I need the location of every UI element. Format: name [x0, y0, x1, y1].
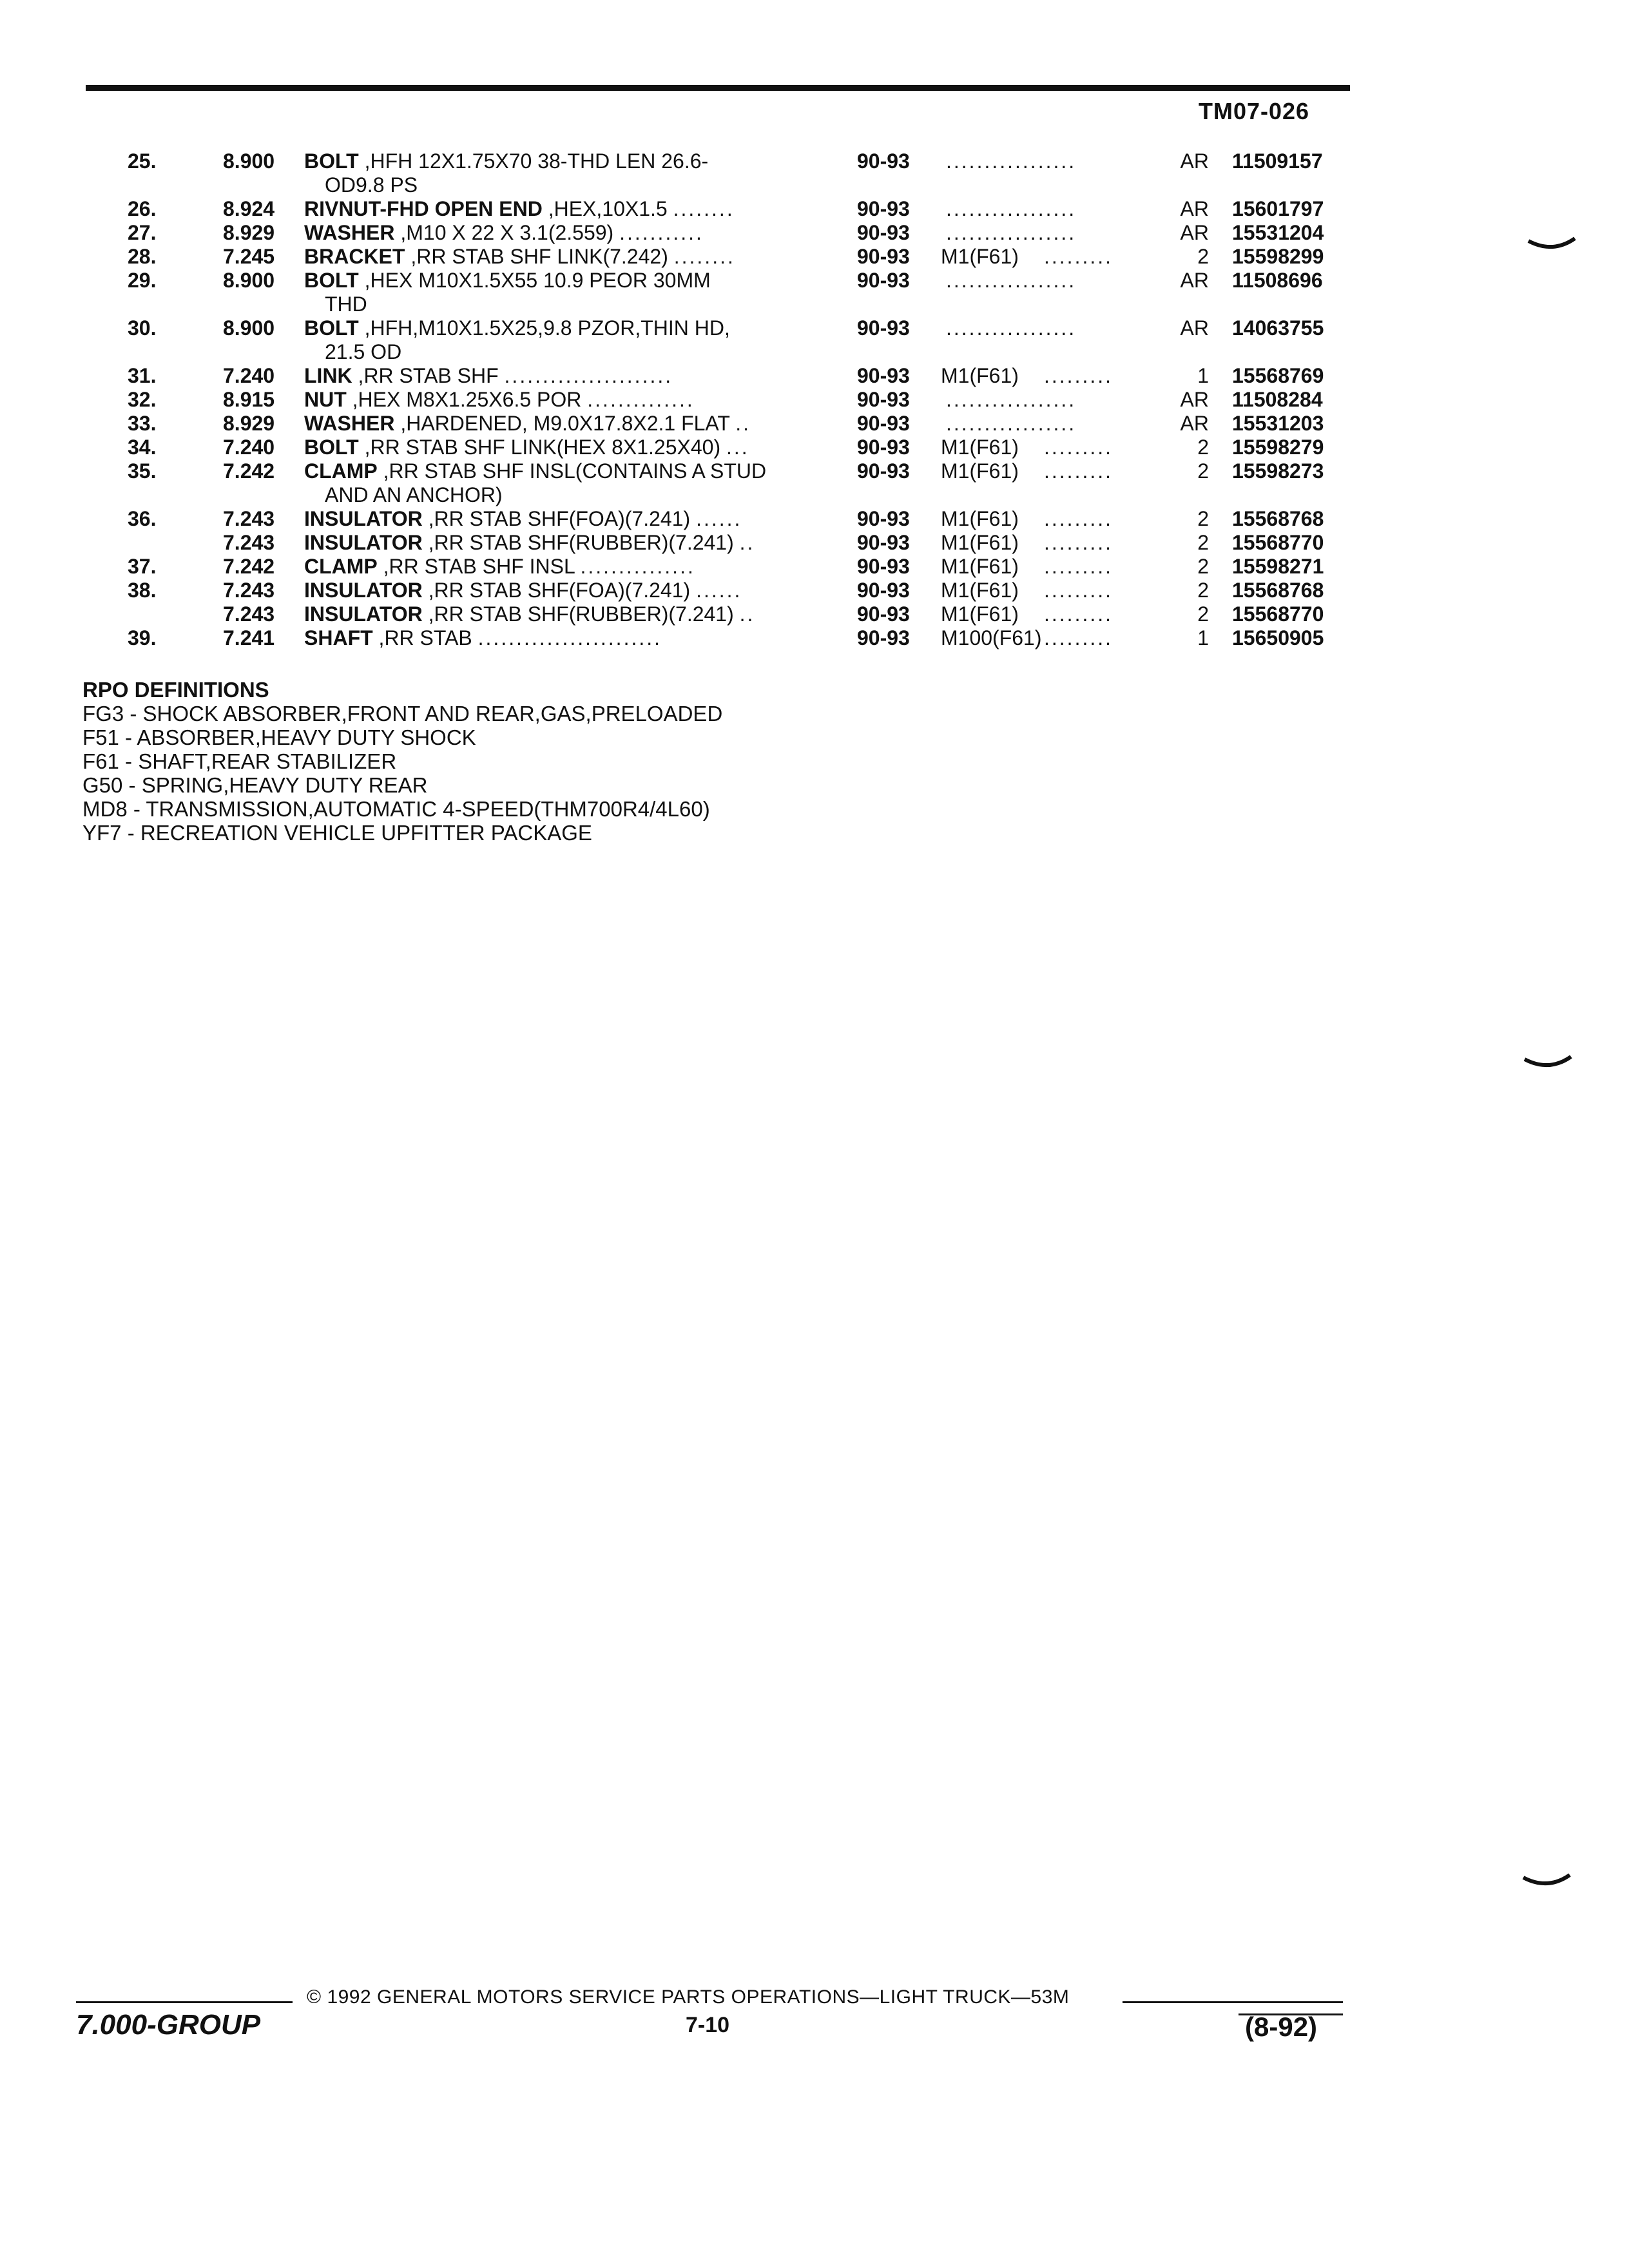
item-number: 26. [128, 197, 157, 220]
part-number: 15598273 [1232, 459, 1324, 483]
rpo-definition-item: FG3 - SHOCK ABSORBER,FRONT AND REAR,GAS,PRELOADED [82, 702, 723, 726]
part-description [304, 197, 839, 221]
group-number: 8.900 [223, 316, 275, 340]
part-description [304, 412, 839, 436]
rpo-definition-item: MD8 - TRANSMISSION,AUTOMATIC 4-SPEED(THM700R4/4L60) [82, 797, 710, 821]
part-name: BOLT [304, 149, 359, 173]
part-name: BOLT [304, 436, 359, 459]
model-years: 90-93 [857, 245, 910, 268]
part-name: CLAMP [304, 555, 378, 578]
dot-leader: ................. [946, 269, 1077, 292]
model-years: 90-93 [857, 269, 910, 292]
part-detail: ,RR STAB SHF [352, 364, 499, 387]
model-years: 90-93 [857, 197, 910, 220]
model-years: 90-93 [857, 364, 910, 387]
part-name: NUT [304, 388, 347, 411]
part-detail: ,RR STAB SHF LINK(HEX 8X1.25X40) [358, 436, 721, 459]
part-detail: ,RR STAB SHF(RUBBER)(7.241) [422, 531, 734, 554]
dot-leader: ................. [946, 388, 1077, 411]
model-years: 90-93 [857, 626, 910, 649]
part-row [0, 626, 1629, 650]
part-number: 15598299 [1232, 245, 1324, 268]
part-row [0, 316, 1629, 364]
part-detail-continued: AND AN ANCHOR) [325, 483, 503, 506]
part-description [304, 245, 839, 269]
part-number: 15568768 [1232, 579, 1324, 602]
part-name: INSULATOR [304, 579, 423, 602]
part-name: INSULATOR [304, 507, 423, 530]
group-number: 8.900 [223, 269, 275, 292]
dot-leader: ........... [619, 221, 704, 244]
rpo-definitions [82, 678, 722, 845]
rpo-code: M100(F61) [941, 626, 1042, 649]
part-name: BRACKET [304, 245, 405, 268]
part-description [304, 459, 839, 507]
footer-rule-right [1123, 2001, 1343, 2003]
item-number: 32. [128, 388, 157, 411]
item-number: 39. [128, 626, 157, 649]
part-number: 15568768 [1232, 507, 1324, 530]
part-row [0, 269, 1629, 316]
rpo-code: M1(F61) [941, 531, 1019, 554]
part-row [0, 531, 1629, 555]
part-number: 15568770 [1232, 602, 1324, 626]
footer-group: 7.000-GROUP [76, 2009, 261, 2041]
part-name: BOLT [304, 269, 359, 292]
part-detail: ,HFH,M10X1.5X25,9.8 PZOR,THIN HD, [358, 316, 730, 340]
part-description [304, 436, 839, 459]
dot-leader: ................. [946, 316, 1077, 340]
part-number: 15598279 [1232, 436, 1324, 459]
part-description [304, 579, 839, 602]
quantity: AR [1180, 269, 1209, 292]
quantity: 2 [1197, 555, 1209, 578]
part-description [304, 531, 839, 555]
model-years: 90-93 [857, 221, 910, 244]
binding-hole-mark [1527, 235, 1579, 260]
footer-rule-left [76, 2001, 293, 2003]
rpo-dot-leader: ......... [1044, 602, 1113, 626]
part-number: 15568769 [1232, 364, 1324, 387]
dot-leader: ........ [673, 197, 735, 220]
group-number: 7.243 [223, 579, 275, 602]
part-number: 11508284 [1232, 388, 1323, 411]
part-row [0, 149, 1629, 197]
part-name: INSULATOR [304, 531, 423, 554]
group-number: 7.242 [223, 555, 275, 578]
item-number: 38. [128, 579, 157, 602]
quantity: 2 [1197, 579, 1209, 602]
part-description [304, 507, 839, 531]
quantity: AR [1180, 197, 1209, 220]
group-number: 8.900 [223, 149, 275, 173]
model-years: 90-93 [857, 436, 910, 459]
rpo-code: M1(F61) [941, 602, 1019, 626]
item-number: 28. [128, 245, 157, 268]
rpo-dot-leader: ......... [1044, 245, 1113, 268]
item-number: 34. [128, 436, 157, 459]
part-row [0, 364, 1629, 388]
rpo-dot-leader: ......... [1044, 579, 1113, 602]
quantity: 1 [1197, 364, 1209, 387]
footer-page-number: 7-10 [686, 2013, 730, 2037]
part-detail: ,RR STAB SHF INSL [377, 555, 575, 578]
dot-leader: ...................... [504, 364, 673, 387]
part-number: 15598271 [1232, 555, 1324, 578]
part-row [0, 555, 1629, 579]
part-number: 11508696 [1232, 269, 1323, 292]
group-number: 7.243 [223, 531, 275, 554]
rpo-dot-leader: ......... [1044, 507, 1113, 530]
group-number: 8.929 [223, 412, 275, 435]
footer-date: (8-92) [1245, 2012, 1318, 2042]
rpo-code: M1(F61) [941, 555, 1019, 578]
parts-list [0, 149, 1629, 650]
quantity: 1 [1197, 626, 1209, 649]
part-row [0, 388, 1629, 412]
group-number: 8.915 [223, 388, 275, 411]
model-years: 90-93 [857, 579, 910, 602]
item-number: 35. [128, 459, 157, 483]
item-number: 31. [128, 364, 157, 387]
part-name: RIVNUT-FHD OPEN END [304, 197, 543, 220]
group-number: 7.240 [223, 436, 275, 459]
item-number: 37. [128, 555, 157, 578]
part-detail: ,M10 X 22 X 3.1(2.559) [394, 221, 614, 244]
part-detail: ,HEX M8X1.25X6.5 POR [346, 388, 582, 411]
item-number: 30. [128, 316, 157, 340]
quantity: AR [1180, 388, 1209, 411]
part-row [0, 412, 1629, 436]
rpo-dot-leader: ......... [1044, 555, 1113, 578]
part-description [304, 269, 839, 316]
part-description [304, 316, 839, 364]
part-row [0, 197, 1629, 221]
rpo-code: M1(F61) [941, 245, 1019, 268]
rpo-dot-leader: ......... [1044, 626, 1113, 649]
rpo-code: M1(F61) [941, 579, 1019, 602]
part-description [304, 221, 839, 245]
part-detail: ,HEX M10X1.5X55 10.9 PEOR 30MM [358, 269, 711, 292]
part-name: WASHER [304, 412, 395, 435]
rpo-definition-item: F61 - SHAFT,REAR STABILIZER [82, 749, 397, 773]
part-description [304, 364, 839, 388]
group-number: 8.924 [223, 197, 275, 220]
rpo-definitions-heading: RPO DEFINITIONS [82, 678, 269, 702]
dot-leader: .. [739, 602, 755, 626]
group-number: 7.243 [223, 507, 275, 530]
rpo-dot-leader: ......... [1044, 459, 1113, 483]
rpo-dot-leader: ......... [1044, 436, 1113, 459]
model-years: 90-93 [857, 602, 910, 626]
part-row [0, 459, 1629, 507]
part-name: WASHER [304, 221, 395, 244]
dot-leader: ........ [673, 245, 735, 268]
quantity: 2 [1197, 531, 1209, 554]
rpo-code: M1(F61) [941, 364, 1019, 387]
part-number: 15531203 [1232, 412, 1324, 435]
dot-leader: ...... [696, 579, 742, 602]
part-row [0, 602, 1629, 626]
part-number: 15650905 [1232, 626, 1324, 649]
model-years: 90-93 [857, 531, 910, 554]
group-number: 8.929 [223, 221, 275, 244]
group-number: 7.241 [223, 626, 275, 649]
part-number: 15601797 [1232, 197, 1324, 220]
part-detail-continued: 21.5 OD [325, 340, 402, 363]
part-name: INSULATOR [304, 602, 423, 626]
dot-leader: ................. [946, 197, 1077, 220]
part-detail: ,RR STAB SHF INSL(CONTAINS A STUD [377, 459, 767, 483]
dot-leader: ... [726, 436, 749, 459]
part-name: SHAFT [304, 626, 373, 649]
part-number: 15568770 [1232, 531, 1324, 554]
part-detail: ,RR STAB SHF(RUBBER)(7.241) [422, 602, 734, 626]
part-name: BOLT [304, 316, 359, 340]
part-detail: ,HEX,10X1.5 [542, 197, 668, 220]
quantity: AR [1180, 316, 1209, 340]
dot-leader: .. [735, 412, 751, 435]
model-years: 90-93 [857, 149, 910, 173]
item-number: 27. [128, 221, 157, 244]
part-description [304, 555, 839, 579]
part-number: 11509157 [1232, 149, 1323, 173]
document-code: TM07-026 [1199, 98, 1310, 124]
rpo-code: M1(F61) [941, 436, 1019, 459]
model-years: 90-93 [857, 316, 910, 340]
rpo-definition-item: G50 - SPRING,HEAVY DUTY REAR [82, 773, 428, 797]
binding-hole-mark [1522, 1871, 1574, 1897]
part-description [304, 626, 839, 650]
dot-leader: ........................ [477, 626, 662, 649]
group-number: 7.243 [223, 602, 275, 626]
dot-leader: .............. [587, 388, 695, 411]
part-detail: ,HARDENED, M9.0X17.8X2.1 FLAT [394, 412, 730, 435]
part-description [304, 388, 839, 412]
part-row [0, 221, 1629, 245]
quantity: 2 [1197, 245, 1209, 268]
part-row [0, 436, 1629, 459]
dot-leader: ................. [946, 412, 1077, 435]
model-years: 90-93 [857, 555, 910, 578]
top-rule [86, 85, 1350, 91]
model-years: 90-93 [857, 507, 910, 530]
model-years: 90-93 [857, 459, 910, 483]
group-number: 7.242 [223, 459, 275, 483]
model-years: 90-93 [857, 388, 910, 411]
part-number: 14063755 [1232, 316, 1324, 340]
part-detail: ,HFH 12X1.75X70 38-THD LEN 26.6- [358, 149, 709, 173]
footer-copyright: © 1992 GENERAL MOTORS SERVICE PARTS OPERATIONS—LIGHT TRUCK—53M [307, 1986, 1070, 2008]
item-number: 33. [128, 412, 157, 435]
group-number: 7.245 [223, 245, 275, 268]
part-detail: ,RR STAB SHF LINK(7.242) [405, 245, 668, 268]
dot-leader: ................. [946, 221, 1077, 244]
item-number: 29. [128, 269, 157, 292]
dot-leader: ............... [580, 555, 695, 578]
binding-hole-mark [1523, 1053, 1575, 1079]
dot-leader: .. [739, 531, 755, 554]
rpo-definition-item: F51 - ABSORBER,HEAVY DUTY SHOCK [82, 726, 476, 749]
part-row [0, 579, 1629, 602]
part-detail-continued: OD9.8 PS [325, 173, 418, 197]
part-detail: ,RR STAB SHF(FOA)(7.241) [422, 507, 691, 530]
part-number: 15531204 [1232, 221, 1324, 244]
item-number: 25. [128, 149, 157, 173]
quantity: 2 [1197, 602, 1209, 626]
part-description [304, 602, 839, 626]
rpo-definition-item: YF7 - RECREATION VEHICLE UPFITTER PACKAGE [82, 821, 592, 845]
rpo-code: M1(F61) [941, 507, 1019, 530]
part-detail: ,RR STAB [372, 626, 472, 649]
model-years: 90-93 [857, 412, 910, 435]
part-row [0, 245, 1629, 269]
part-name: LINK [304, 364, 352, 387]
part-detail-continued: THD [325, 293, 367, 316]
rpo-code: M1(F61) [941, 459, 1019, 483]
rpo-dot-leader: ......... [1044, 364, 1113, 387]
group-number: 7.240 [223, 364, 275, 387]
part-name: CLAMP [304, 459, 378, 483]
quantity: 2 [1197, 459, 1209, 483]
quantity: 2 [1197, 507, 1209, 530]
part-detail: ,RR STAB SHF(FOA)(7.241) [422, 579, 691, 602]
item-number: 36. [128, 507, 157, 530]
dot-leader: ...... [696, 507, 742, 530]
quantity: AR [1180, 412, 1209, 435]
quantity: 2 [1197, 436, 1209, 459]
part-description [304, 149, 839, 197]
quantity: AR [1180, 149, 1209, 173]
dot-leader: ................. [946, 149, 1077, 173]
rpo-dot-leader: ......... [1044, 531, 1113, 554]
part-row [0, 507, 1629, 531]
quantity: AR [1180, 221, 1209, 244]
